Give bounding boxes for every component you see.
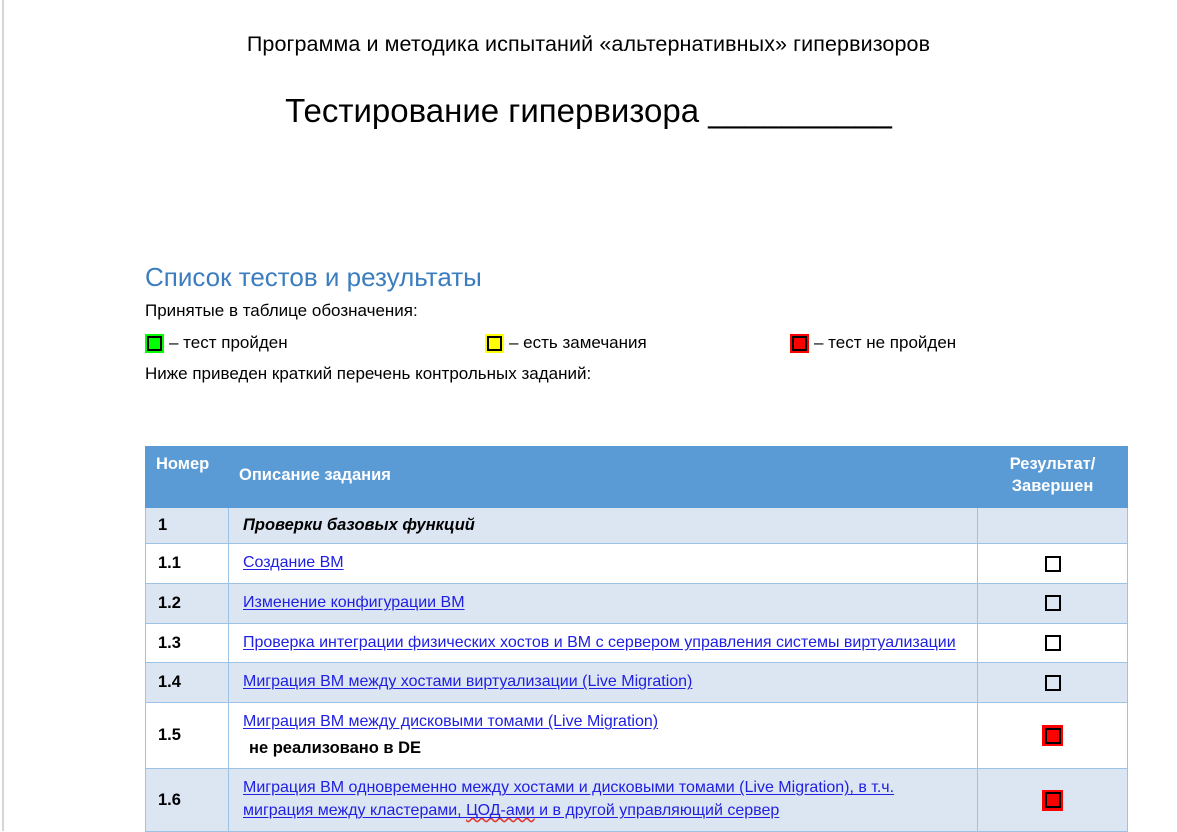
cell-description <box>229 507 978 543</box>
task-link[interactable]: Создание ВМ <box>243 554 344 572</box>
cell-number: 1.1 <box>146 544 229 584</box>
cell-result[interactable] <box>978 769 1128 831</box>
task-link[interactable]: Миграция ВМ между дисковыми томами (Live Migration) <box>243 713 659 731</box>
table-row <box>146 584 1128 624</box>
table-row <box>146 544 1128 584</box>
legend-swatch-yellow-icon <box>485 334 504 353</box>
cell-number: 1.5 <box>146 703 229 769</box>
column-header-description: Описание задания <box>229 447 978 508</box>
tasks-intro-text: Ниже приведен краткий перечень контрольных заданий: <box>145 364 592 383</box>
cell-result[interactable] <box>978 623 1128 663</box>
task-note: не реализовано в DE <box>249 738 422 757</box>
cell-description <box>229 703 978 769</box>
cell-number: 1.6 <box>146 769 229 831</box>
task-link[interactable]: Миграция ВМ между хостами виртуализации (Live Migration) <box>243 673 693 691</box>
table-row <box>146 507 1128 543</box>
column-header-number: Номер <box>146 447 229 508</box>
cell-number: 1 <box>146 507 229 543</box>
document-title: Тестирование гипервизора __________ <box>285 92 892 129</box>
cell-number: 1.3 <box>146 623 229 663</box>
cell-result[interactable] <box>978 584 1128 624</box>
legend-intro-text: Принятые в таблице обозначения: <box>145 301 418 320</box>
cell-description <box>229 623 978 663</box>
legend-label-remarks: – есть замечания <box>509 333 647 352</box>
table-header <box>146 447 1128 508</box>
section-heading: Список тестов и результаты <box>145 262 482 292</box>
legend <box>145 333 1045 359</box>
result-checkbox-icon[interactable] <box>1042 790 1063 811</box>
cell-number: 1.2 <box>146 584 229 624</box>
cell-description <box>229 584 978 624</box>
table-header-row <box>146 447 1128 508</box>
cell-description <box>229 544 978 584</box>
cell-result[interactable] <box>978 703 1128 769</box>
result-checkbox-icon[interactable] <box>1042 593 1063 614</box>
cell-result[interactable] <box>978 544 1128 584</box>
document-subtitle: Программа и методика испытаний «альтернативных» гипервизоров <box>246 32 931 56</box>
result-checkbox-icon[interactable] <box>1042 725 1063 746</box>
table-row <box>146 703 1128 769</box>
section-label: Проверки базовых функций <box>243 515 475 534</box>
legend-item-remarks <box>485 333 647 353</box>
task-link[interactable]: Проверка интеграции физических хостов и ВМ с сервером управления системы виртуализации <box>243 633 956 651</box>
legend-swatch-green-icon <box>145 334 164 353</box>
legend-label-failed: – тест не пройден <box>814 333 957 352</box>
result-checkbox-icon[interactable] <box>1042 553 1063 574</box>
test-results-table <box>145 446 1128 832</box>
table-row <box>146 769 1128 831</box>
cell-result[interactable] <box>978 663 1128 703</box>
legend-label-passed: – тест пройден <box>169 333 288 352</box>
task-link[interactable]: Миграция ВМ одновременно между хостами и дисковыми томами (Live Migration), в т.ч. миграция между кластерами, ЦОД-ами и в другой управляющий сервер <box>243 779 895 820</box>
legend-swatch-red-icon <box>790 334 809 353</box>
spellcheck-word: ЦОД-ами <box>466 802 535 820</box>
table-body <box>146 507 1128 831</box>
legend-item-failed <box>790 333 956 353</box>
cell-description <box>229 769 978 831</box>
cell-number: 1.4 <box>146 663 229 703</box>
legend-item-passed <box>145 333 288 353</box>
task-link[interactable]: Изменение конфигурации ВМ <box>243 594 465 612</box>
table-row <box>146 663 1128 703</box>
cell-description <box>229 663 978 703</box>
table-row <box>146 623 1128 663</box>
column-header-result: Результат/ Завершен <box>978 447 1128 508</box>
result-checkbox-icon[interactable] <box>1042 672 1063 693</box>
result-checkbox-icon[interactable] <box>1042 633 1063 654</box>
cell-result[interactable] <box>978 507 1128 543</box>
